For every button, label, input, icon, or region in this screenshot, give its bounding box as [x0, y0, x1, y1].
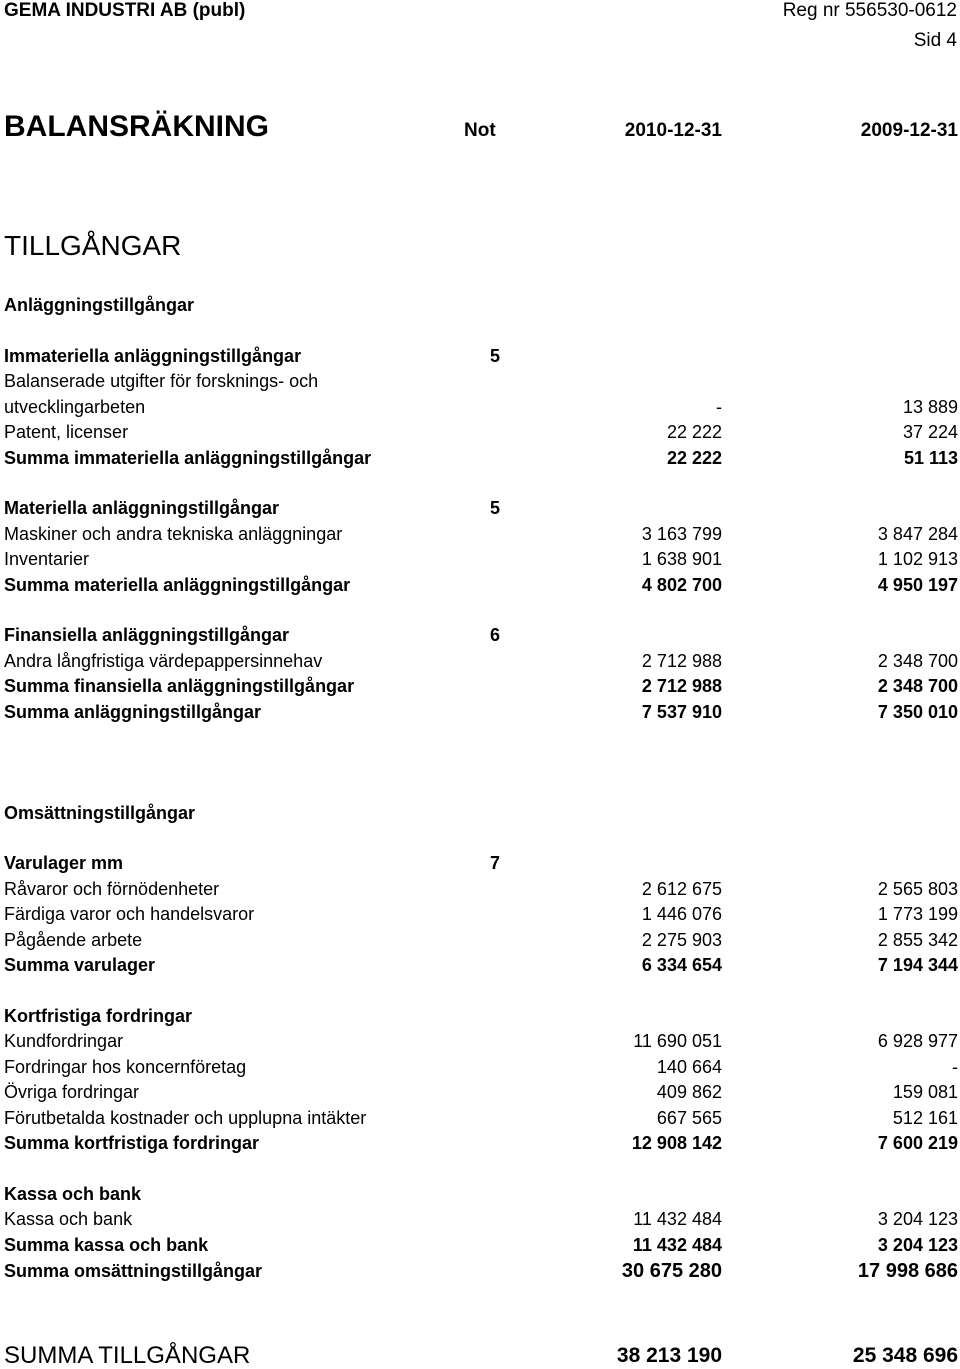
row-label: Andra långfristiga värdepappersinnehav — [4, 651, 323, 671]
row-label: Finansiella anläggningstillgångar — [4, 625, 290, 645]
table-row — [0, 1055, 960, 1080]
value-2009: 1 773 199 — [877, 904, 958, 924]
row-label: Summa anläggningstillgångar — [4, 702, 262, 722]
row-label: utvecklingarbeten — [4, 397, 146, 417]
table-row — [0, 1080, 960, 1105]
row-label: Summa materiella anläggningstillgångar — [4, 575, 351, 595]
row-label: Summa immateriella anläggningstillgångar — [4, 448, 372, 468]
company-name: GEMA INDUSTRI AB (publ) — [4, 0, 246, 21]
row-label: Kassa och bank — [4, 1209, 133, 1229]
value-2009: 25 348 696 — [852, 1344, 958, 1367]
table-row — [0, 522, 960, 547]
value-2009: 159 081 — [892, 1082, 958, 1102]
value-2009: - — [952, 1057, 958, 1077]
value-2010: 667 565 — [656, 1108, 722, 1128]
value-2009: 2 348 700 — [877, 676, 958, 696]
row-note: 7 — [490, 853, 501, 873]
table-row — [0, 902, 960, 927]
table-row — [0, 395, 960, 420]
row-label: Omsättningstillgångar — [4, 803, 196, 823]
table-row — [0, 801, 960, 826]
value-2010: 30 675 280 — [621, 1260, 722, 1282]
row-label: Inventarier — [4, 549, 90, 569]
value-2010: 7 537 910 — [641, 702, 722, 722]
row-label: Balanserade utgifter för forsknings- och — [4, 371, 319, 391]
value-2009: 7 194 344 — [877, 955, 958, 975]
registration-number: Reg nr 556530-0612 — [782, 0, 957, 21]
value-2010: 12 908 142 — [631, 1133, 722, 1153]
table-row — [0, 1182, 960, 1207]
table-row — [0, 928, 960, 953]
table-row — [0, 496, 960, 521]
row-label: Förutbetalda kostnader och upplupna intäkter — [4, 1108, 367, 1128]
row-label: Anläggningstillgångar — [4, 295, 195, 315]
value-2010: 11 432 484 — [632, 1235, 722, 1255]
value-2010: 1 638 901 — [641, 549, 722, 569]
section-heading: TILLGÅNGAR — [4, 230, 182, 261]
value-2010: 11 432 484 — [633, 1209, 722, 1229]
table-row — [0, 953, 960, 978]
value-2009: 6 928 977 — [877, 1031, 958, 1051]
table-row — [0, 369, 960, 394]
row-label: Summa kassa och bank — [4, 1235, 209, 1255]
table-row — [0, 1004, 960, 1029]
row-note: 5 — [490, 498, 501, 518]
row-label: Summa kortfristiga fordringar — [4, 1133, 260, 1153]
value-2010: 4 802 700 — [641, 575, 722, 595]
table-row — [0, 573, 960, 598]
row-label: Fordringar hos koncernföretag — [4, 1057, 247, 1077]
row-note: 5 — [490, 346, 501, 366]
value-2010: 409 862 — [656, 1082, 722, 1102]
column-header-note: Not — [464, 120, 496, 141]
value-2009: 3 847 284 — [877, 524, 958, 544]
value-2010: 38 213 190 — [616, 1344, 722, 1367]
row-label: Summa omsättningstillgångar — [4, 1261, 263, 1281]
value-2010: 140 664 — [656, 1057, 722, 1077]
table-row — [0, 1233, 960, 1258]
row-label: SUMMA TILLGÅNGAR — [4, 1342, 251, 1369]
value-2009: 17 998 686 — [857, 1260, 958, 1282]
value-2009: 2 565 803 — [877, 879, 958, 899]
row-note: 6 — [490, 625, 501, 645]
value-2010: - — [716, 397, 722, 417]
value-2010: 6 334 654 — [641, 955, 722, 975]
table-row — [0, 1029, 960, 1054]
row-label: Summa finansiella anläggningstillgångar — [4, 676, 355, 696]
value-2009: 2 855 342 — [877, 930, 958, 950]
table-row — [0, 1131, 960, 1156]
value-2010: 2 612 675 — [641, 879, 722, 899]
table-row — [0, 344, 960, 369]
value-2009: 3 204 123 — [877, 1235, 958, 1255]
value-2009: 13 889 — [902, 397, 958, 417]
table-row — [0, 851, 960, 876]
table-row — [0, 649, 960, 674]
row-label: Varulager mm — [4, 853, 124, 873]
value-2009: 37 224 — [902, 422, 958, 442]
row-label: Kassa och bank — [4, 1184, 142, 1204]
value-2010: 11 690 051 — [633, 1031, 722, 1051]
table-row — [0, 1259, 960, 1284]
row-label: Kortfristiga fordringar — [4, 1006, 193, 1026]
row-label: Färdiga varor och handelsvaror — [4, 904, 255, 924]
value-2009: 3 204 123 — [877, 1209, 958, 1229]
value-2009: 1 102 913 — [877, 549, 958, 569]
table-row — [0, 877, 960, 902]
page-title: BALANSRÄKNING — [4, 110, 269, 143]
row-label: Materiella anläggningstillgångar — [4, 498, 280, 518]
table-row — [0, 623, 960, 648]
row-label: Kundfordringar — [4, 1031, 124, 1051]
row-label: Maskiner och andra tekniska anläggningar — [4, 524, 343, 544]
value-2010: 2 275 903 — [641, 930, 722, 950]
value-2010: 3 163 799 — [641, 524, 722, 544]
row-label: Pågående arbete — [4, 930, 143, 950]
row-label: Övriga fordringar — [4, 1082, 140, 1102]
table-row — [0, 1106, 960, 1131]
page-number: Sid 4 — [913, 30, 957, 51]
table-row — [0, 420, 960, 445]
table-row — [0, 1207, 960, 1232]
row-label: Råvaror och förnödenheter — [4, 879, 220, 899]
value-2010: 22 222 — [666, 422, 722, 442]
table-row — [0, 1343, 960, 1368]
table-row — [0, 547, 960, 572]
value-2009: 51 113 — [903, 448, 958, 468]
value-2010: 2 712 988 — [641, 676, 722, 696]
row-label: Patent, licenser — [4, 422, 129, 442]
row-label: Immateriella anläggningstillgångar — [4, 346, 302, 366]
value-2010: 1 446 076 — [641, 904, 722, 924]
value-2009: 4 950 197 — [877, 575, 958, 595]
value-2010: 22 222 — [666, 448, 722, 468]
table-row — [0, 293, 960, 318]
table-row — [0, 674, 960, 699]
value-2009: 512 161 — [892, 1108, 958, 1128]
value-2010: 2 712 988 — [641, 651, 722, 671]
table-row — [0, 700, 960, 725]
value-2009: 2 348 700 — [877, 651, 958, 671]
column-header-year-2009: 2009-12-31 — [860, 120, 958, 141]
table-row — [0, 446, 960, 471]
value-2009: 7 350 010 — [877, 702, 958, 722]
row-label: Summa varulager — [4, 955, 156, 975]
column-header-year-2010: 2010-12-31 — [624, 120, 722, 141]
value-2009: 7 600 219 — [877, 1133, 958, 1153]
